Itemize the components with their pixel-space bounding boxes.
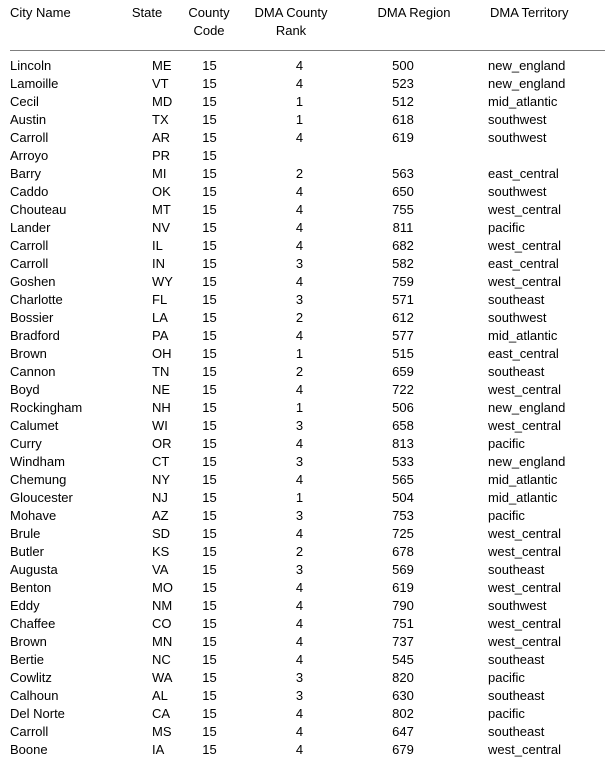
cell-county_code: 15 [202,382,217,397]
cell-city_name: Lander [10,220,51,235]
cell-state: IN [152,256,165,271]
cell-dma_territory: pacific [488,220,525,235]
cell-dma_county_rank: 4 [295,634,304,649]
column-header-dma-county-rank-line2: Rank [275,23,307,38]
cell-state: PR [152,148,171,163]
cell-dma_county_rank: 4 [295,274,304,289]
cell-city_name: Brown [10,346,47,361]
cell-city_name: Brule [10,526,41,541]
cell-dma_county_rank: 2 [295,310,304,325]
cell-dma_territory: east_central [488,346,559,361]
cell-city_name: Butler [10,544,44,559]
cell-county_code: 15 [202,706,217,721]
cell-dma_territory: southeast [488,292,545,307]
table-row [10,579,606,597]
cell-dma_region: 722 [392,382,414,397]
cell-state: MN [152,634,173,649]
cell-dma_region: 679 [392,742,414,757]
cell-dma_region: 612 [392,310,414,325]
cell-state: IA [152,742,165,757]
cell-dma_territory: mid_atlantic [488,472,558,487]
cell-county_code: 15 [202,508,217,523]
cell-city_name: Calumet [10,418,59,433]
column-header-dma-region: DMA Region [377,5,451,20]
cell-dma_territory: west_central [488,742,561,757]
cell-dma_county_rank: 3 [295,508,304,523]
cell-state: NH [152,400,171,415]
column-header-dma-territory: DMA Territory [490,5,569,20]
cell-county_code: 15 [202,544,217,559]
cell-state: CO [152,616,172,631]
table-row [10,363,606,381]
cell-dma_region: 571 [392,292,414,307]
cell-dma_county_rank: 4 [295,130,304,145]
cell-county_code: 15 [202,418,217,433]
cell-state: TX [152,112,169,127]
cell-county_code: 15 [202,274,217,289]
column-header-county-code-line1: County [188,5,230,20]
cell-dma_county_rank: 1 [295,112,304,127]
cell-county_code: 15 [202,580,217,595]
cell-state: WA [152,670,173,685]
cell-state: WY [152,274,173,289]
cell-state: OR [152,436,172,451]
cell-city_name: Boone [10,742,48,757]
cell-dma_territory: southwest [488,310,547,325]
cell-dma_territory: pacific [488,508,525,523]
cell-county_code: 15 [202,328,217,343]
table-row [10,165,606,183]
cell-county_code: 15 [202,76,217,91]
column-header-dma-county-rank-line1: DMA County [254,5,328,20]
cell-dma_county_rank: 4 [295,382,304,397]
cell-dma_territory: new_england [488,58,566,73]
cell-city_name: Windham [10,454,65,469]
cell-dma_region: 753 [392,508,414,523]
cell-dma_region: 682 [392,238,414,253]
cell-dma_region: 725 [392,526,414,541]
table-row [10,651,606,669]
cell-dma_territory: west_central [488,634,561,649]
cell-city_name: Curry [10,436,42,451]
cell-city_name: Eddy [10,598,40,613]
cell-county_code: 15 [202,436,217,451]
cell-dma_region: 813 [392,436,414,451]
table-row [10,687,606,705]
cell-county_code: 15 [202,184,217,199]
table-row [10,633,606,651]
cell-dma_county_rank: 1 [295,94,304,109]
cell-dma_county_rank: 1 [295,400,304,415]
cell-dma_county_rank: 3 [295,670,304,685]
cell-city_name: Boyd [10,382,40,397]
cell-dma_region: 678 [392,544,414,559]
cell-dma_region: 533 [392,454,414,469]
table-row [10,255,606,273]
cell-dma_county_rank: 4 [295,724,304,739]
table-row [10,435,606,453]
cell-dma_region: 619 [392,130,414,145]
cell-dma_territory: pacific [488,670,525,685]
cell-city_name: Bertie [10,652,44,667]
cell-dma_county_rank: 4 [295,58,304,73]
cell-city_name: Charlotte [10,292,63,307]
cell-city_name: Carroll [10,130,49,145]
cell-dma_county_rank: 2 [295,544,304,559]
cell-dma_territory: southwest [488,130,547,145]
table-row [10,183,606,201]
cell-dma_region: 577 [392,328,414,343]
cell-city_name: Mohave [10,508,57,523]
cell-dma_territory: west_central [488,274,561,289]
cell-dma_territory [429,147,606,165]
cell-county_code: 15 [202,724,217,739]
table-row [10,669,606,687]
cell-city_name: Bradford [10,328,60,343]
cell-dma_county_rank: 4 [295,238,304,253]
cell-city_name: Chemung [10,472,67,487]
table-row [10,129,606,147]
cell-dma_region: 515 [392,346,414,361]
cell-dma_region: 504 [392,490,414,505]
table-row [10,417,606,435]
cell-dma_region: 811 [392,220,414,235]
cell-state: VT [152,76,169,91]
cell-dma_county_rank: 4 [295,580,304,595]
cell-city_name: Goshen [10,274,56,289]
cell-city_name: Chouteau [10,202,67,217]
cell-state: NJ [152,490,168,505]
cell-dma_region: 751 [392,616,414,631]
cell-dma_region: 565 [392,472,414,487]
cell-dma_county_rank: 4 [295,472,304,487]
cell-county_code: 15 [202,526,217,541]
table-row [10,201,606,219]
column-header-city-name: City Name [10,5,71,20]
cell-city_name: Carroll [10,256,49,271]
cell-dma_county_rank: 3 [295,562,304,577]
cell-county_code: 15 [202,310,217,325]
cell-dma_county_rank: 3 [295,454,304,469]
cell-county_code: 15 [202,616,217,631]
table-row [10,723,606,741]
table-row [10,705,606,723]
cell-dma_county_rank: 4 [295,652,304,667]
cell-dma_territory: east_central [488,166,559,181]
cell-dma_county_rank: 4 [295,202,304,217]
cell-dma_region: 820 [392,670,414,685]
cell-county_code: 15 [202,112,217,127]
cell-county_code: 15 [202,238,217,253]
cell-dma_county_rank: 3 [295,256,304,271]
cell-dma_territory: west_central [488,616,561,631]
cell-dma_county_rank: 3 [295,292,304,307]
cell-county_code: 15 [202,256,217,271]
cell-state: AZ [152,508,169,523]
cell-dma_territory: southeast [488,364,545,379]
cell-dma_territory: mid_atlantic [488,490,558,505]
cell-dma_county_rank: 2 [295,166,304,181]
cell-dma_territory: southeast [488,688,545,703]
cell-state: NC [152,652,171,667]
table-row [10,597,606,615]
cell-dma_territory: west_central [488,526,561,541]
header-rule [10,50,605,51]
table-row [10,525,606,543]
cell-dma_county_rank [222,147,377,165]
cell-state: AR [152,130,171,145]
cell-state: MS [152,724,172,739]
table-row [10,147,606,165]
cell-city_name: Calhoun [10,688,59,703]
table-row [10,399,606,417]
cell-dma_territory: west_central [488,238,561,253]
cell-dma_territory: southeast [488,562,545,577]
cell-city_name: Arroyo [10,148,49,163]
cell-dma_territory: southwest [488,112,547,127]
cell-state: KS [152,544,170,559]
cell-dma_county_rank: 4 [295,598,304,613]
cell-state: WI [152,418,168,433]
cell-state: NM [152,598,173,613]
cell-county_code: 15 [202,220,217,235]
cell-city_name: Benton [10,580,52,595]
cell-state: AL [152,688,168,703]
cell-county_code: 15 [202,346,217,361]
cell-city_name: Rockingham [10,400,83,415]
cell-dma_county_rank: 4 [295,220,304,235]
cell-dma_region: 512 [392,94,414,109]
cell-state: NY [152,472,171,487]
cell-dma_region: 619 [392,580,414,595]
cell-county_code: 15 [202,364,217,379]
table-row [10,381,606,399]
cell-city_name: Cowlitz [10,670,52,685]
cell-dma_county_rank: 3 [295,688,304,703]
cell-dma_territory: new_england [488,454,566,469]
cell-dma_territory: southeast [488,652,545,667]
cell-city_name: Cannon [10,364,56,379]
cell-city_name: Lamoille [10,76,59,91]
cell-dma_region: 737 [392,634,414,649]
cell-county_code: 15 [202,598,217,613]
cell-state: TN [152,364,170,379]
cell-dma_region: 569 [392,562,414,577]
cell-dma_region: 802 [392,706,414,721]
cell-state: LA [152,310,168,325]
cell-city_name: Austin [10,112,47,127]
cell-dma_region [377,147,429,165]
table-row [10,57,606,75]
cell-county_code: 15 [202,400,217,415]
cell-state: ME [152,58,172,73]
cell-city_name: Carroll [10,238,49,253]
cell-dma_county_rank: 4 [295,184,304,199]
column-header-county-code-line2: Code [193,23,225,38]
cell-dma_region: 759 [392,274,414,289]
cell-county_code: 15 [202,202,217,217]
table-row [10,471,606,489]
cell-dma_county_rank: 4 [295,526,304,541]
cell-dma_region: 630 [392,688,414,703]
column-header-state: State [131,5,163,20]
cell-city_name: Del Norte [10,706,65,721]
table-row [10,345,606,363]
cell-city_name: Chaffee [10,616,56,631]
table-row [10,615,606,633]
table-row [10,237,606,255]
cell-county_code: 15 [202,652,217,667]
cell-dma_territory: southwest [488,598,547,613]
table-row [10,507,606,525]
cell-dma_territory: pacific [488,706,525,721]
cell-county_code: 15 [202,688,217,703]
cell-city_name: Gloucester [10,490,73,505]
cell-dma_region: 647 [392,724,414,739]
cell-city_name: Lincoln [10,58,52,73]
cell-dma_county_rank: 4 [295,436,304,451]
table-row [10,111,606,129]
cell-state: CA [152,706,171,721]
cell-state: MO [152,580,173,595]
cell-dma_territory: west_central [488,544,561,559]
cell-city_name: Cecil [10,94,39,109]
cell-county_code: 15 [202,562,217,577]
cell-dma_county_rank: 4 [295,706,304,721]
cell-county_code: 15 [202,94,217,109]
cell-county_code: 15 [202,472,217,487]
cell-dma_region: 582 [392,256,414,271]
cell-state: CT [152,454,170,469]
cell-city_name: Carroll [10,724,49,739]
table-row [10,273,606,291]
cell-dma_territory: pacific [488,436,525,451]
cell-state: SD [152,526,171,541]
cell-dma_county_rank: 4 [295,328,304,343]
cell-dma_region: 500 [392,58,414,73]
cell-state: MD [152,94,173,109]
cell-dma_territory: west_central [488,418,561,433]
cell-dma_region: 755 [392,202,414,217]
cell-county_code: 15 [202,454,217,469]
cell-county_code: 15 [202,166,217,181]
cell-dma_region: 650 [392,184,414,199]
cell-dma_county_rank: 2 [295,364,304,379]
cell-dma_region: 563 [392,166,414,181]
cell-dma_territory: east_central [488,256,559,271]
cell-county_code: 15 [202,292,217,307]
cell-dma_region: 659 [392,364,414,379]
cell-dma_region: 658 [392,418,414,433]
table-header [0,0,606,51]
table-row [10,453,606,471]
table-row [10,75,606,93]
cell-dma_territory: west_central [488,382,561,397]
cell-county_code: 15 [202,58,217,73]
cell-county_code: 15 [202,742,217,757]
cell-state: MI [152,166,167,181]
cell-dma_county_rank: 4 [295,742,304,757]
cell-dma_region: 618 [392,112,414,127]
cell-state: VA [152,562,169,577]
cell-dma_territory: west_central [488,580,561,595]
cell-dma_territory: southeast [488,724,545,739]
cell-dma_county_rank: 3 [295,418,304,433]
table-row [10,327,606,345]
table-row [10,219,606,237]
table-row [10,309,606,327]
cell-state: FL [152,292,168,307]
cell-state: PA [152,328,169,343]
table-row [10,489,606,507]
cell-dma_territory: new_england [488,76,566,91]
cell-dma_territory: west_central [488,202,561,217]
cell-county_code: 15 [202,490,217,505]
cell-county_code: 15 [202,130,217,145]
cell-dma_region: 506 [392,400,414,415]
data-table [10,57,606,759]
cell-city_name: Caddo [10,184,49,199]
table-row [10,543,606,561]
cell-dma_region: 790 [392,598,414,613]
cell-state: NE [152,382,171,397]
cell-state: MT [152,202,171,217]
cell-dma_territory: southwest [488,184,547,199]
cell-dma_region: 523 [392,76,414,91]
cell-city_name: Bossier [10,310,54,325]
cell-county_code: 15 [202,148,217,163]
cell-state: OK [152,184,171,199]
cell-city_name: Barry [10,166,42,181]
cell-state: NV [152,220,171,235]
cell-county_code: 15 [202,634,217,649]
cell-dma_region: 545 [392,652,414,667]
cell-dma_county_rank: 1 [295,346,304,361]
cell-state: OH [152,346,172,361]
cell-city_name: Brown [10,634,47,649]
table-row [10,93,606,111]
cell-city_name: Augusta [10,562,58,577]
cell-dma_territory: mid_atlantic [488,328,558,343]
cell-state: IL [152,238,163,253]
table-body [10,57,606,759]
cell-dma_county_rank: 4 [295,76,304,91]
cell-dma_county_rank: 4 [295,616,304,631]
table-row [10,291,606,309]
cell-dma_territory: mid_atlantic [488,94,558,109]
table-row [10,561,606,579]
cell-county_code: 15 [202,670,217,685]
cell-dma_county_rank: 1 [295,490,304,505]
cell-dma_territory: new_england [488,400,566,415]
table-row [10,741,606,759]
